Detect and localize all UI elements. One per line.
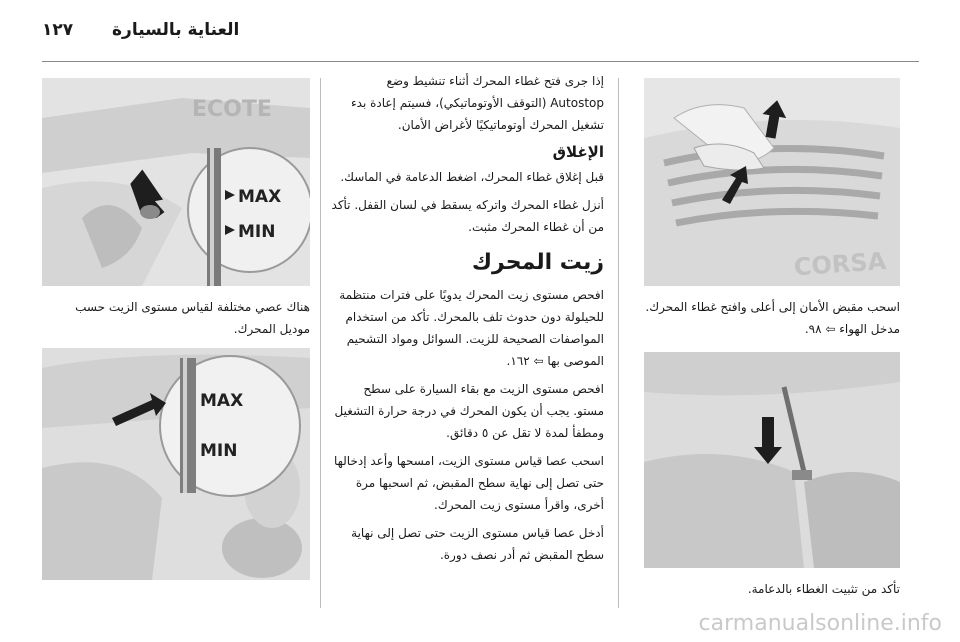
intro-paragraph: إذا جرى فتح غطاء المحرك أثناء تنشيط وضع Autostop (التوقف الأوتوماتيكي)، فسيتم إعادة بدء تشغيل المحرك أوتوماتيكيًا لأغراض الأمان. xyxy=(351,74,604,132)
oil-heading: زيت المحرك xyxy=(471,250,604,275)
watermark: carmanualsonline.info xyxy=(698,611,942,636)
min-label: MIN xyxy=(200,441,238,461)
page-title: العناية بالسيارة xyxy=(112,20,240,40)
header-rule xyxy=(42,61,919,62)
caption-line: اسحب مقبض الأمان إلى أعلى وافتح غطاء المحرك. xyxy=(645,300,900,314)
dipstick-icon xyxy=(180,358,196,493)
figure-caption: تأكد من تثبيت الغطاء بالدعامة. xyxy=(747,582,900,596)
middle-text-column xyxy=(329,70,604,572)
closing-heading: الإغلاق xyxy=(552,143,604,161)
column-divider-left xyxy=(320,78,321,608)
figure-caption xyxy=(620,296,900,340)
oil-paragraph-4: أدخل عصا قياس مستوى الزيت حتى تصل إلى نهاية سطح المقبض ثم أدر نصف دورة. xyxy=(351,526,604,562)
caption-line: مدخل الهواء ⇦ ٩٨. xyxy=(804,322,900,336)
dipstick-figure-2 xyxy=(42,348,310,580)
page-header xyxy=(0,0,960,62)
figure-caption: هناك عصي مختلفة لقياس مستوى الزيت حسب موديل المحرك. xyxy=(75,300,310,336)
column-divider-right xyxy=(618,78,619,608)
prop-rod-figure xyxy=(644,352,900,568)
page-number: ١٢٧ xyxy=(42,20,74,40)
closing-paragraph-1: قبل إغلاق غطاء المحرك، اضغط الدعامة في الماسك. xyxy=(340,170,604,184)
dipstick-figure-1 xyxy=(42,78,310,286)
closing-paragraph-2: أنزل غطاء المحرك واتركه يسقط في لسان القفل. تأكد من أن غطاء المحرك مثبت. xyxy=(331,198,604,234)
max-label: MAX xyxy=(200,391,244,411)
min-label: MIN xyxy=(238,222,276,242)
magnify-circle xyxy=(188,148,310,272)
engine-cover-text: ECOTE xyxy=(192,97,272,122)
grille-text: CORSA xyxy=(792,246,888,282)
oil-paragraph-1: افحص مستوى زيت المحرك يدويًا على فترات منتظمة للحيلولة دون حدوث تلف بالمحرك. تأكد من استخدام المواصفات الصحيحة للزيت. السوائل ومواد التشحيم الموصى بها ⇦ ١٦٢. xyxy=(339,288,604,368)
hood-release-figure xyxy=(644,78,900,286)
oil-paragraph-3: اسحب عصا قياس مستوى الزيت، امسحها وأعد إدخالها حتى تصل إلى نهاية سطح المقبض، ثم اسحبها مرة أخرى، واقرأ مستوى زيت المحرك. xyxy=(333,454,604,512)
max-label: MAX xyxy=(238,187,282,207)
oil-paragraph-2: افحص مستوى الزيت مع بقاء السيارة على سطح مستو. يجب أن يكون المحرك في درجة حرارة التشغيل ومطفأ لمدة لا تقل عن ٥ دقائق. xyxy=(334,382,604,440)
